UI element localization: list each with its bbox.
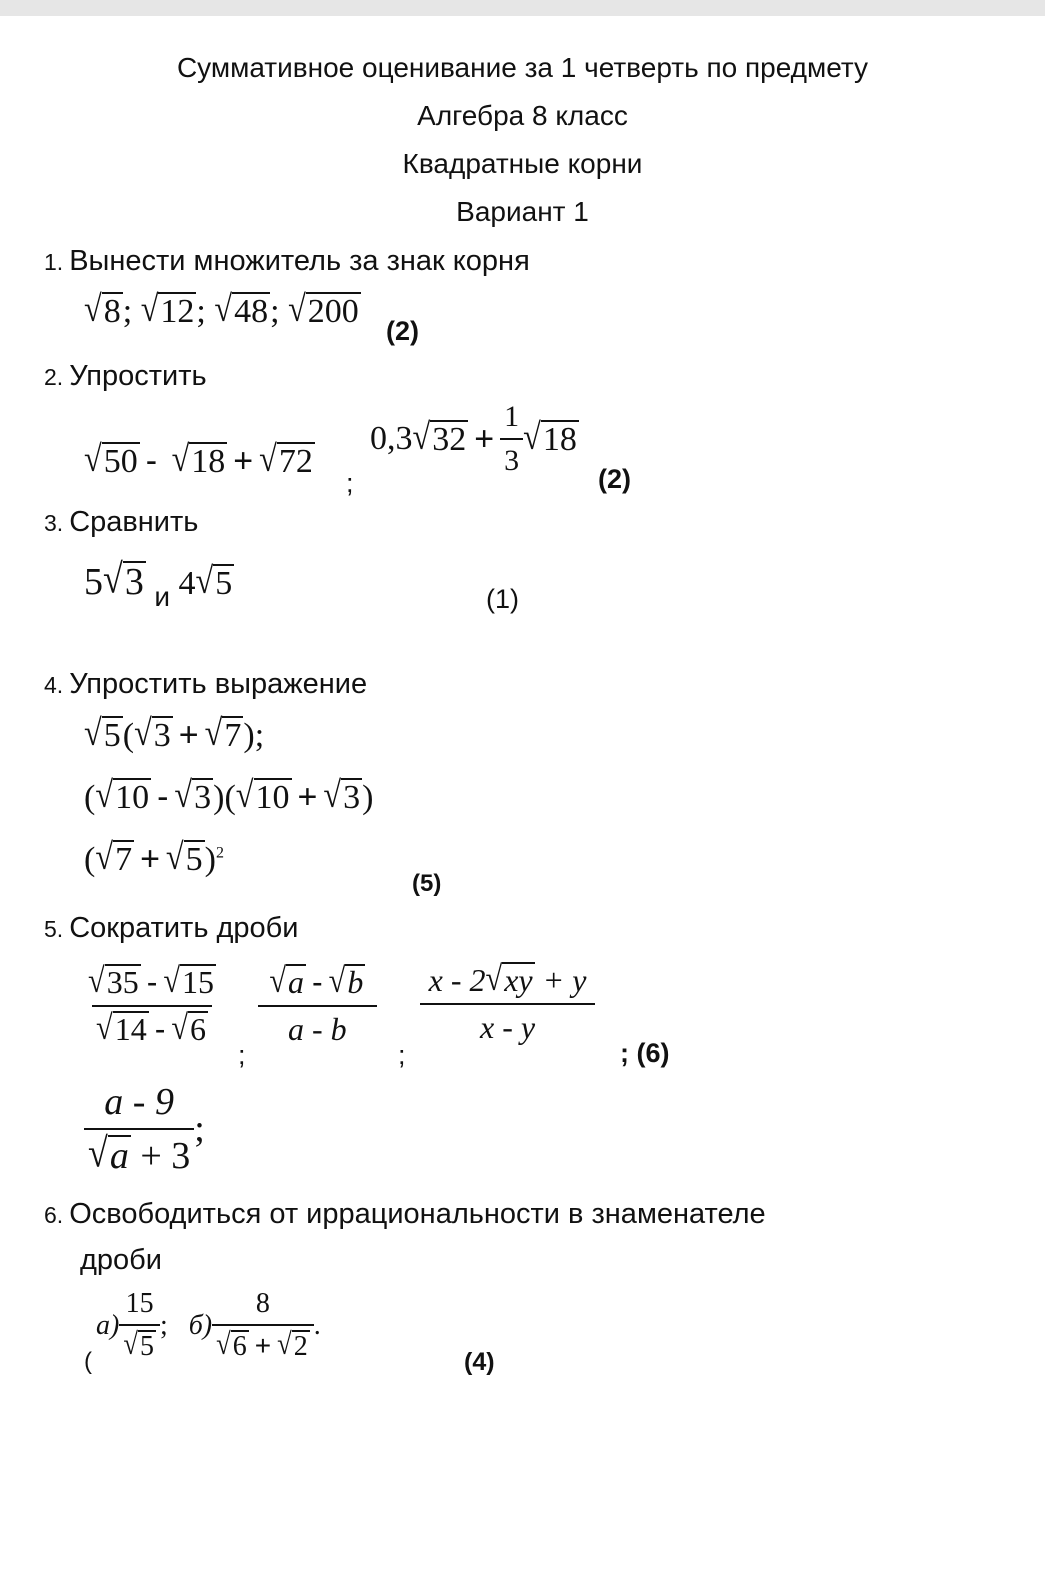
- math-part: [420, 958, 595, 1046]
- math-part: √: [259, 437, 277, 479]
- math-part: a: [288, 964, 304, 1000]
- math-part: [84, 1080, 194, 1178]
- math-part: 3: [153, 717, 171, 754]
- math-part: √: [140, 287, 159, 329]
- math-part: +: [254, 1330, 272, 1361]
- math-part: √: [323, 773, 342, 815]
- math-part: [412, 414, 469, 459]
- math-part: √: [103, 555, 123, 602]
- math-part: 7: [115, 841, 133, 878]
- task-4-line-3: $(√7 + √5)^2$: [84, 835, 224, 878]
- math-part: [212, 1324, 314, 1363]
- math-part: [204, 711, 244, 755]
- task-4-line-1: √5(√3 + √7);: [84, 711, 265, 754]
- math-part: [95, 835, 134, 879]
- math-part: x - y: [420, 1003, 595, 1046]
- math-part: 5: [185, 841, 203, 878]
- math-part: [216, 1326, 249, 1363]
- task-5-fraction-2: [258, 960, 377, 1048]
- math-part: √: [88, 960, 105, 1000]
- math-part: 6.: [44, 1202, 64, 1228]
- math-part: [96, 1007, 149, 1048]
- math-part: 7: [224, 717, 242, 754]
- task-4-line-2: (√10 - √3)(√10 + √3): [84, 773, 374, 816]
- math-part: [84, 960, 220, 1005]
- math-part: 35: [106, 964, 139, 1000]
- math-part: a - b: [258, 1005, 377, 1048]
- task-number: 1.: [44, 249, 64, 275]
- math-part: xy: [504, 962, 533, 998]
- math-part: √: [412, 414, 431, 457]
- math-part: [174, 773, 213, 817]
- math-part: +: [178, 716, 199, 754]
- math-part: +: [233, 442, 254, 480]
- math-part: 15: [125, 1288, 154, 1319]
- math-part: √: [216, 1326, 231, 1361]
- math-part: [95, 773, 151, 817]
- math-part: [171, 1007, 208, 1048]
- math-part: 18: [542, 420, 577, 458]
- task-6-points: (4): [464, 1348, 495, 1376]
- math-part: [88, 1129, 131, 1178]
- task-2-points: (2): [598, 464, 631, 494]
- math-part: x - 2√xy + y: [428, 958, 587, 998]
- math-part: √: [95, 773, 114, 815]
- task-5-fraction-4: $\frac{a - 9}{√a + 3}$ ;: [84, 1080, 205, 1178]
- math-part: 2: [215, 844, 224, 862]
- math-part: 50: [103, 443, 138, 480]
- math-part: [258, 960, 377, 1048]
- math-part: 6: [232, 1331, 247, 1362]
- math-part: 3: [343, 779, 361, 816]
- doc-topic: Квадратные корни: [402, 148, 643, 179]
- math-part: a: [109, 1135, 129, 1177]
- task-5-heading: 5. Сократить дроби: [44, 912, 299, 944]
- math-part: [119, 1288, 160, 1363]
- math-part: [195, 559, 234, 603]
- math-part: √: [84, 287, 102, 329]
- task-6-stray-paren: (: [84, 1348, 92, 1375]
- math-part: √: [171, 437, 190, 479]
- math-part: -: [157, 778, 169, 816]
- math-part: [84, 287, 123, 331]
- math-part: +: [474, 419, 495, 458]
- math-part: √: [195, 559, 214, 601]
- math-part: 8: [103, 293, 121, 330]
- math-part: [328, 960, 366, 1001]
- math-part: √: [84, 437, 102, 479]
- math-part: √: [88, 1129, 108, 1176]
- task-6-heading: 6. Освободиться от иррациональности в знаменателе: [44, 1198, 766, 1230]
- math-part: √: [214, 287, 233, 329]
- task-5-sep-1: ;: [238, 1040, 246, 1070]
- math-part: -: [312, 964, 323, 1000]
- doc-subject: Алгебра 8 класс: [417, 100, 628, 131]
- math-part: [500, 400, 523, 478]
- task-2-expression-b: 0,3 √32 + $\frac{1}{3}$ √18: [370, 400, 577, 477]
- math-part: +: [140, 840, 160, 878]
- math-part: √: [174, 773, 193, 815]
- task-2-expression-a: [84, 437, 315, 481]
- math-part: [323, 773, 362, 817]
- math-part: 72: [278, 443, 313, 480]
- math-part: [523, 414, 579, 459]
- math-part: 3: [500, 438, 523, 478]
- math-part: [92, 1005, 212, 1048]
- math-part: 14: [114, 1011, 147, 1047]
- math-part: a - 9: [104, 1081, 174, 1123]
- math-part: 3.: [44, 510, 64, 536]
- math-part: 15: [182, 964, 215, 1000]
- math-part: √: [288, 287, 306, 329]
- task-5-fraction-1: [84, 960, 220, 1048]
- math-part: [119, 1324, 160, 1363]
- task-6-expression: а) $\frac{15}{√5}$ ; б) $\frac{8}{√6 + √2}$ .: [96, 1288, 321, 1362]
- math-part: √a + 3: [84, 1128, 194, 1178]
- math-part: -: [146, 964, 158, 1000]
- math-part: [212, 1288, 314, 1363]
- task-1-points: (2): [386, 316, 419, 346]
- task-1-heading: [44, 245, 530, 278]
- math-part: √: [123, 1326, 138, 1361]
- task-3-heading: 3. Сравнить: [44, 506, 199, 538]
- math-part: 3: [194, 779, 212, 816]
- math-part: 5: [103, 717, 121, 754]
- math-part: 10: [115, 779, 150, 816]
- math-part: и: [154, 581, 170, 612]
- math-part: [134, 711, 173, 755]
- task-2-separator: ;: [346, 468, 354, 498]
- math-part: √: [165, 835, 184, 877]
- math-part: [165, 835, 205, 879]
- task-4-heading: 4. Упростить выражение: [44, 668, 368, 700]
- math-part: √: [134, 711, 152, 753]
- math-part: [269, 960, 306, 1001]
- math-part: 12: [160, 293, 195, 330]
- task-5-sep-2: ;: [398, 1040, 406, 1070]
- math-part: √: [204, 711, 223, 753]
- task-1-expression: √8; √12; √48; √200: [84, 287, 359, 330]
- math-part: [163, 960, 216, 1001]
- math-part: -: [154, 1011, 166, 1047]
- math-part: [235, 773, 292, 817]
- math-part: √: [235, 773, 254, 815]
- math-part: [103, 555, 146, 604]
- doc-variant: Вариант 1: [456, 196, 589, 227]
- task-3-points: (1): [486, 584, 519, 614]
- math-part: [277, 1326, 310, 1363]
- math-part: 10: [255, 779, 290, 816]
- math-part: [88, 960, 141, 1001]
- math-part: [288, 287, 361, 331]
- math-part: [140, 287, 197, 331]
- math-part: -: [145, 442, 158, 480]
- math-part: √: [485, 958, 503, 998]
- math-part: [84, 960, 220, 1048]
- math-part: 32: [432, 420, 467, 458]
- task-3-expression: 5√3 $_и$ 4√5: [84, 555, 233, 612]
- math-part: [485, 958, 535, 999]
- math-part: b: [347, 964, 364, 1000]
- math-part: 5: [139, 1331, 154, 1362]
- math-part: √: [171, 1007, 189, 1047]
- math-part: 3: [124, 561, 144, 603]
- math-part: √: [269, 960, 286, 1000]
- doc-title: Суммативное оценивание за 1 четверть по предмету: [176, 52, 869, 83]
- task-5-points: ; (6): [620, 1038, 670, 1068]
- math-part: √: [95, 835, 114, 877]
- math-part: 2.: [44, 364, 64, 390]
- task-6-heading-cont: дроби: [80, 1244, 162, 1276]
- math-part: √: [84, 711, 102, 753]
- math-part: 5.: [44, 916, 64, 942]
- math-part: [84, 711, 123, 755]
- math-part: [84, 437, 140, 481]
- math-part: √: [96, 1007, 113, 1047]
- math-part: 4.: [44, 672, 64, 698]
- math-part: 48: [234, 293, 269, 330]
- math-part: √: [163, 960, 181, 1000]
- math-part: 5: [215, 565, 233, 602]
- task-5-fraction-3: [420, 958, 595, 1046]
- math-part: 1: [504, 400, 520, 433]
- math-part: √: [277, 1326, 292, 1361]
- math-part: 2: [293, 1331, 308, 1362]
- top-bar: [0, 0, 1045, 16]
- math-part: √: [523, 414, 541, 457]
- math-part: +: [297, 778, 318, 816]
- math-part: [214, 287, 270, 331]
- math-part: 6: [190, 1011, 207, 1047]
- task-title: Вынести множитель за знак корня: [69, 245, 530, 277]
- math-part: [123, 1326, 156, 1363]
- math-part: √: [328, 960, 346, 1000]
- math-part: [265, 960, 369, 1005]
- math-part: 8: [255, 1288, 270, 1319]
- task-2-heading: 2. Упростить: [44, 360, 207, 392]
- math-part: [259, 437, 315, 481]
- math-part: 18: [191, 443, 226, 480]
- math-part: 200: [307, 293, 359, 330]
- task-4-points: (5): [412, 870, 442, 897]
- math-part: [171, 437, 228, 481]
